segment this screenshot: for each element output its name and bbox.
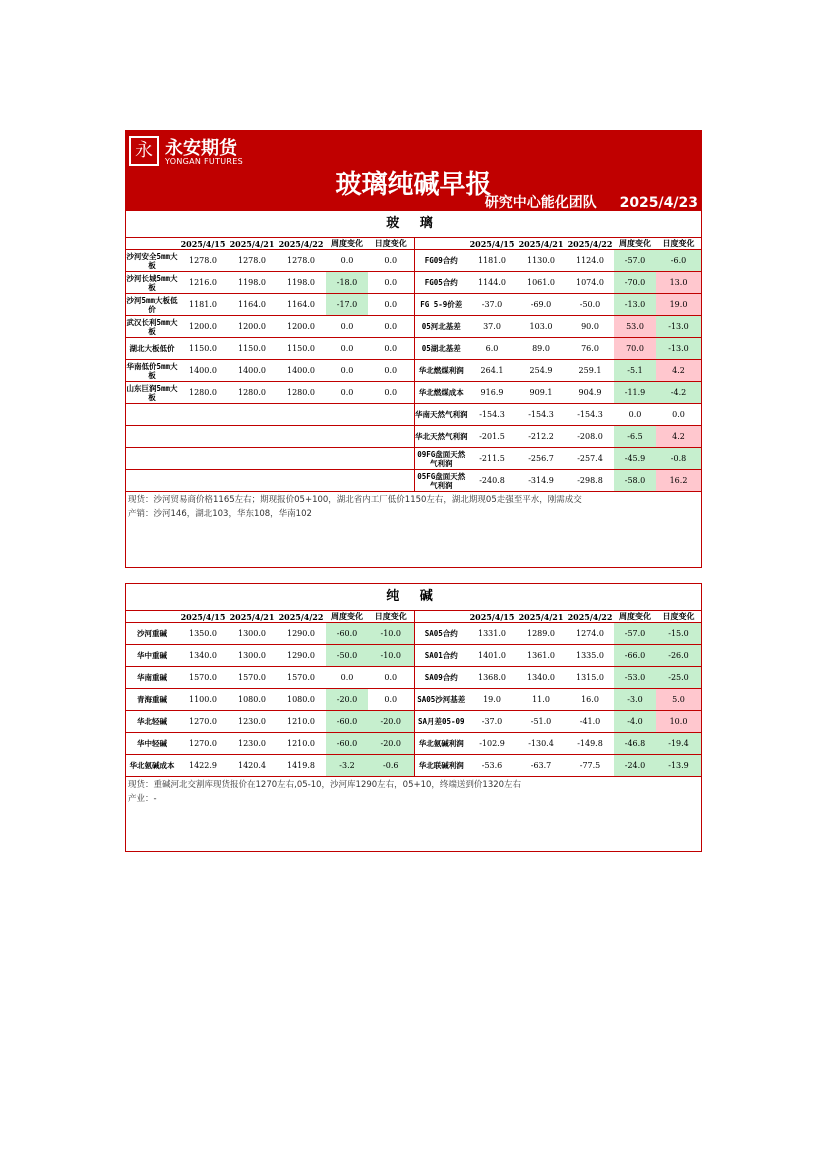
value-cell: -314.9 [516, 470, 566, 492]
value-cell: -240.8 [468, 470, 516, 492]
value-cell: 1289.0 [516, 623, 566, 645]
table-row [126, 689, 701, 711]
value-cell: 0.0 [368, 338, 414, 360]
value-cell: -41.0 [566, 711, 614, 733]
column-header: 2025/4/15 [178, 611, 228, 623]
value-cell: -63.7 [516, 755, 566, 777]
row-label: 华北轻碱 [126, 711, 178, 733]
column-header: 2025/4/21 [516, 238, 566, 250]
value-cell: -13.0 [656, 316, 701, 338]
value-cell: -70.0 [614, 272, 656, 294]
value-cell: 1080.0 [276, 689, 326, 711]
team-name: 研究中心能化团队 [484, 195, 597, 211]
value-cell [276, 470, 326, 492]
value-cell: -57.0 [614, 250, 656, 272]
row-label: 湖北大板低价 [126, 338, 178, 360]
value-cell: -0.8 [656, 448, 701, 470]
value-cell [228, 426, 276, 448]
value-cell: -154.3 [516, 404, 566, 426]
value-cell [276, 426, 326, 448]
value-cell: 1400.0 [276, 360, 326, 382]
value-cell: -5.1 [614, 360, 656, 382]
row-label: 华南重碱 [126, 667, 178, 689]
value-cell: 0.0 [326, 338, 368, 360]
value-cell: 1124.0 [566, 250, 614, 272]
value-cell: 1080.0 [228, 689, 276, 711]
row-label: 华北燃煤成本 [414, 382, 468, 404]
glass-note-sales: 产销：沙河146，湖北103，华东108，华南102 [128, 509, 312, 519]
value-cell: 1210.0 [276, 733, 326, 755]
value-cell: 1144.0 [468, 272, 516, 294]
column-header [414, 238, 468, 250]
value-cell [368, 448, 414, 470]
column-header: 2025/4/22 [567, 611, 613, 622]
row-label: SA月差05-09 [414, 711, 468, 733]
value-cell: -3.2 [326, 755, 368, 777]
column-header: 周度变化 [326, 238, 368, 250]
value-cell: 904.9 [566, 382, 614, 404]
value-cell: -10.0 [368, 623, 414, 645]
row-label: SA09合约 [414, 667, 468, 689]
value-cell: 53.0 [614, 316, 656, 338]
table-row [126, 623, 701, 645]
column-header: 日度变化 [656, 611, 701, 623]
row-label [126, 404, 178, 426]
value-cell: -154.3 [468, 404, 516, 426]
value-cell: 1278.0 [178, 250, 228, 272]
value-cell: 1401.0 [468, 645, 516, 667]
value-cell: 1280.0 [276, 382, 326, 404]
value-cell: -13.0 [614, 294, 656, 316]
table-row [126, 250, 701, 272]
value-cell: 1280.0 [178, 382, 228, 404]
value-cell [326, 404, 368, 426]
value-cell: -4.0 [614, 711, 656, 733]
value-cell: -50.0 [566, 294, 614, 316]
value-cell: 1570.0 [178, 667, 228, 689]
value-cell: -257.4 [566, 448, 614, 470]
value-cell: 19.0 [656, 294, 701, 316]
value-cell: 1150.0 [276, 338, 326, 360]
glass-note-spot: 现货：沙河贸易商价格1165左右；期现报价05+100，湖北省内工厂低价1150左右，湖北期现05走强至平水，刚需成交 [128, 495, 582, 505]
value-cell: 1280.0 [228, 382, 276, 404]
row-label [126, 426, 178, 448]
value-cell [368, 470, 414, 492]
value-cell: 0.0 [614, 404, 656, 426]
value-cell: 0.0 [368, 689, 414, 711]
value-cell: -53.0 [614, 667, 656, 689]
value-cell: 1270.0 [178, 733, 228, 755]
row-label: 华北氨碱利润 [414, 733, 468, 755]
value-cell: 1290.0 [276, 645, 326, 667]
value-cell: 1164.0 [228, 294, 276, 316]
value-cell: 1198.0 [276, 272, 326, 294]
value-cell: -6.5 [614, 426, 656, 448]
value-cell: -58.0 [614, 470, 656, 492]
row-label: 华北联碱利润 [414, 755, 468, 777]
value-cell: 0.0 [326, 250, 368, 272]
value-cell: 1290.0 [276, 623, 326, 645]
value-cell [228, 448, 276, 470]
value-cell: 11.0 [516, 689, 566, 711]
value-cell: 1368.0 [468, 667, 516, 689]
value-cell: -24.0 [614, 755, 656, 777]
table-row [126, 404, 701, 426]
value-cell: 0.0 [326, 667, 368, 689]
value-cell: -130.4 [516, 733, 566, 755]
table-row [126, 272, 701, 294]
value-cell: 4.2 [656, 360, 701, 382]
row-label: 山东巨润5mm大板 [126, 383, 178, 402]
value-cell: 1150.0 [178, 338, 228, 360]
row-label: FG 5-9价差 [414, 294, 468, 316]
value-cell: 1274.0 [566, 623, 614, 645]
table-row [126, 645, 701, 667]
value-cell [326, 426, 368, 448]
column-header [414, 611, 468, 623]
column-header: 周度变化 [614, 611, 656, 623]
value-cell: -57.0 [614, 623, 656, 645]
row-label: 沙河安全5mm大板 [126, 251, 178, 270]
value-cell: 1300.0 [228, 623, 276, 645]
row-label: 华北氨碱成本 [126, 755, 178, 777]
row-label: 沙河重碱 [126, 623, 178, 645]
value-cell: -201.5 [468, 426, 516, 448]
value-cell: 1230.0 [228, 711, 276, 733]
value-cell: -53.6 [468, 755, 516, 777]
row-label: SA05合约 [414, 623, 468, 645]
report-subtitle [485, 192, 698, 212]
value-cell: -69.0 [516, 294, 566, 316]
column-header [126, 611, 178, 623]
row-label: 华北燃煤利润 [414, 360, 468, 382]
value-cell: 264.1 [468, 360, 516, 382]
value-cell: 1270.0 [178, 711, 228, 733]
value-cell: 1216.0 [178, 272, 228, 294]
logo-en: YONGAN FUTURES [165, 157, 244, 166]
table-row [126, 755, 701, 777]
value-cell: 5.0 [656, 689, 701, 711]
value-cell: 0.0 [326, 316, 368, 338]
value-cell: 259.1 [566, 360, 614, 382]
column-header: 2025/4/22 [276, 238, 326, 250]
row-label: 武汉长利5mm大板 [126, 317, 178, 336]
soda-note-spot: 现货：重碱河北交割库现货报价在1270左右,05-10，沙河库1290左右，05+10，终端送到价1320左右 [128, 780, 522, 790]
value-cell [178, 404, 228, 426]
row-label: 华南天然气利润 [414, 404, 468, 426]
value-cell: -13.9 [656, 755, 701, 777]
row-label: 05湖北基差 [414, 338, 468, 360]
value-cell: 16.2 [656, 470, 701, 492]
column-header: 2025/4/22 [276, 611, 326, 623]
value-cell: -20.0 [326, 689, 368, 711]
value-cell: 1130.0 [516, 250, 566, 272]
value-cell: 0.0 [326, 382, 368, 404]
value-cell: 16.0 [566, 689, 614, 711]
row-label: 华北天然气利润 [414, 426, 468, 448]
value-cell [326, 448, 368, 470]
value-cell: 103.0 [516, 316, 566, 338]
table-row [126, 382, 701, 404]
table-row [126, 294, 701, 316]
value-cell [178, 426, 228, 448]
row-label: 沙河长城5mm大板 [126, 273, 178, 292]
soda-note-industry: 产业：- [128, 794, 157, 804]
value-cell [178, 470, 228, 492]
value-cell: 254.9 [516, 360, 566, 382]
value-cell [276, 404, 326, 426]
row-label: 沙河5mm大板低价 [126, 295, 178, 314]
soda-table [126, 611, 701, 777]
value-cell: 37.0 [468, 316, 516, 338]
value-cell: 4.2 [656, 426, 701, 448]
value-cell: -50.0 [326, 645, 368, 667]
column-header: 日度变化 [656, 238, 701, 250]
value-cell: -17.0 [326, 294, 368, 316]
value-cell: -20.0 [368, 711, 414, 733]
value-cell: -4.2 [656, 382, 701, 404]
value-cell: 0.0 [368, 382, 414, 404]
value-cell: -212.2 [516, 426, 566, 448]
table-row [126, 360, 701, 382]
value-cell: 0.0 [656, 404, 701, 426]
report-title: 玻璃纯碱早报 [335, 170, 492, 200]
value-cell: 1100.0 [178, 689, 228, 711]
row-label: 05河北基差 [414, 316, 468, 338]
column-header: 周度变化 [614, 238, 656, 250]
table-row [126, 667, 701, 689]
value-cell: 0.0 [368, 272, 414, 294]
value-cell: 0.0 [368, 360, 414, 382]
table-row [126, 711, 701, 733]
value-cell: -13.0 [656, 338, 701, 360]
value-cell: 1361.0 [516, 645, 566, 667]
value-cell: -25.0 [656, 667, 701, 689]
column-header: 2025/4/15 [178, 238, 228, 250]
report-header [125, 130, 702, 210]
row-label [126, 470, 178, 492]
row-label: 华南低价5mm大板 [126, 361, 178, 380]
column-header: 2025/4/15 [469, 611, 515, 622]
value-cell [368, 404, 414, 426]
value-cell: 1315.0 [566, 667, 614, 689]
value-cell: 909.1 [516, 382, 566, 404]
value-cell: -11.9 [614, 382, 656, 404]
logo-cn: 永安期货 [165, 138, 237, 159]
column-header: 周度变化 [326, 611, 368, 623]
value-cell: -66.0 [614, 645, 656, 667]
value-cell: -298.8 [566, 470, 614, 492]
value-cell: -208.0 [566, 426, 614, 448]
value-cell: -19.4 [656, 733, 701, 755]
value-cell: -149.8 [566, 733, 614, 755]
value-cell: 90.0 [566, 316, 614, 338]
row-label: FG09合约 [414, 250, 468, 272]
value-cell: -77.5 [566, 755, 614, 777]
row-label: 05FG盘面天然气利润 [414, 470, 468, 492]
row-label: SA05沙河基差 [414, 689, 468, 711]
column-header: 日度变化 [368, 238, 414, 250]
value-cell: -37.0 [468, 711, 516, 733]
value-cell: 1422.9 [178, 755, 228, 777]
value-cell: 10.0 [656, 711, 701, 733]
value-cell: 1061.0 [516, 272, 566, 294]
value-cell: 1200.0 [276, 316, 326, 338]
table-row [126, 733, 701, 755]
value-cell: 1400.0 [228, 360, 276, 382]
value-cell: 1198.0 [228, 272, 276, 294]
value-cell: -15.0 [656, 623, 701, 645]
value-cell: 1164.0 [276, 294, 326, 316]
value-cell: 1331.0 [468, 623, 516, 645]
row-label: 华中重碱 [126, 645, 178, 667]
value-cell: 89.0 [516, 338, 566, 360]
value-cell: -37.0 [468, 294, 516, 316]
soda-title: 纯 碱 [126, 584, 701, 611]
value-cell: 1181.0 [178, 294, 228, 316]
row-label: 华中轻碱 [126, 733, 178, 755]
value-cell: -10.0 [368, 645, 414, 667]
table-row [126, 448, 701, 470]
value-cell: -154.3 [566, 404, 614, 426]
value-cell [178, 448, 228, 470]
value-cell: 1570.0 [228, 667, 276, 689]
value-cell: 1230.0 [228, 733, 276, 755]
value-cell: 19.0 [468, 689, 516, 711]
value-cell: 916.9 [468, 382, 516, 404]
row-label: SA01合约 [414, 645, 468, 667]
value-cell: 1340.0 [516, 667, 566, 689]
value-cell: -60.0 [326, 623, 368, 645]
row-label: 09FG盘面天然气利润 [414, 448, 468, 470]
table-row [126, 338, 701, 360]
value-cell: 0.0 [368, 250, 414, 272]
value-cell [368, 426, 414, 448]
column-header: 2025/4/21 [229, 238, 275, 249]
row-label [126, 448, 178, 470]
value-cell: -0.6 [368, 755, 414, 777]
value-cell: 1200.0 [178, 316, 228, 338]
value-cell: -60.0 [326, 733, 368, 755]
value-cell: 1210.0 [276, 711, 326, 733]
soda-panel [125, 583, 702, 852]
value-cell: 0.0 [368, 294, 414, 316]
logo-mark-icon: 永 [129, 136, 159, 166]
column-header: 2025/4/15 [469, 238, 515, 249]
glass-panel [125, 210, 702, 568]
value-cell: 0.0 [368, 667, 414, 689]
value-cell: 0.0 [326, 360, 368, 382]
value-cell: 13.0 [656, 272, 701, 294]
value-cell: -102.9 [468, 733, 516, 755]
row-label: FG05合约 [414, 272, 468, 294]
value-cell: 1419.8 [276, 755, 326, 777]
value-cell: 76.0 [566, 338, 614, 360]
value-cell: 1278.0 [276, 250, 326, 272]
value-cell: 1400.0 [178, 360, 228, 382]
row-label: 青海重碱 [126, 689, 178, 711]
value-cell [276, 448, 326, 470]
value-cell: 1278.0 [228, 250, 276, 272]
value-cell: 1150.0 [228, 338, 276, 360]
value-cell: 1340.0 [178, 645, 228, 667]
value-cell: -256.7 [516, 448, 566, 470]
value-cell: 1200.0 [228, 316, 276, 338]
value-cell: -46.8 [614, 733, 656, 755]
value-cell: 1181.0 [468, 250, 516, 272]
value-cell: -6.0 [656, 250, 701, 272]
value-cell: 1420.4 [228, 755, 276, 777]
value-cell: -60.0 [326, 711, 368, 733]
report-date: 2025/4/23 [619, 195, 698, 211]
value-cell: 1300.0 [228, 645, 276, 667]
value-cell: -18.0 [326, 272, 368, 294]
table-row [126, 426, 701, 448]
column-header: 2025/4/22 [567, 238, 613, 249]
glass-table [126, 238, 701, 492]
column-header: 日度变化 [368, 611, 414, 623]
value-cell: -51.0 [516, 711, 566, 733]
value-cell [228, 404, 276, 426]
column-header: 2025/4/21 [229, 611, 275, 622]
value-cell: -3.0 [614, 689, 656, 711]
value-cell [228, 470, 276, 492]
table-row [126, 316, 701, 338]
value-cell: -45.9 [614, 448, 656, 470]
value-cell: 1074.0 [566, 272, 614, 294]
value-cell: 1570.0 [276, 667, 326, 689]
value-cell [326, 470, 368, 492]
column-header: 2025/4/21 [516, 611, 566, 623]
table-row [126, 470, 701, 492]
value-cell: 0.0 [368, 316, 414, 338]
value-cell: 1350.0 [178, 623, 228, 645]
column-header [126, 238, 178, 250]
value-cell: 70.0 [614, 338, 656, 360]
glass-title: 玻 璃 [126, 211, 701, 238]
value-cell: -20.0 [368, 733, 414, 755]
value-cell: -211.5 [468, 448, 516, 470]
value-cell: 6.0 [468, 338, 516, 360]
value-cell: -26.0 [656, 645, 701, 667]
value-cell: 1335.0 [566, 645, 614, 667]
